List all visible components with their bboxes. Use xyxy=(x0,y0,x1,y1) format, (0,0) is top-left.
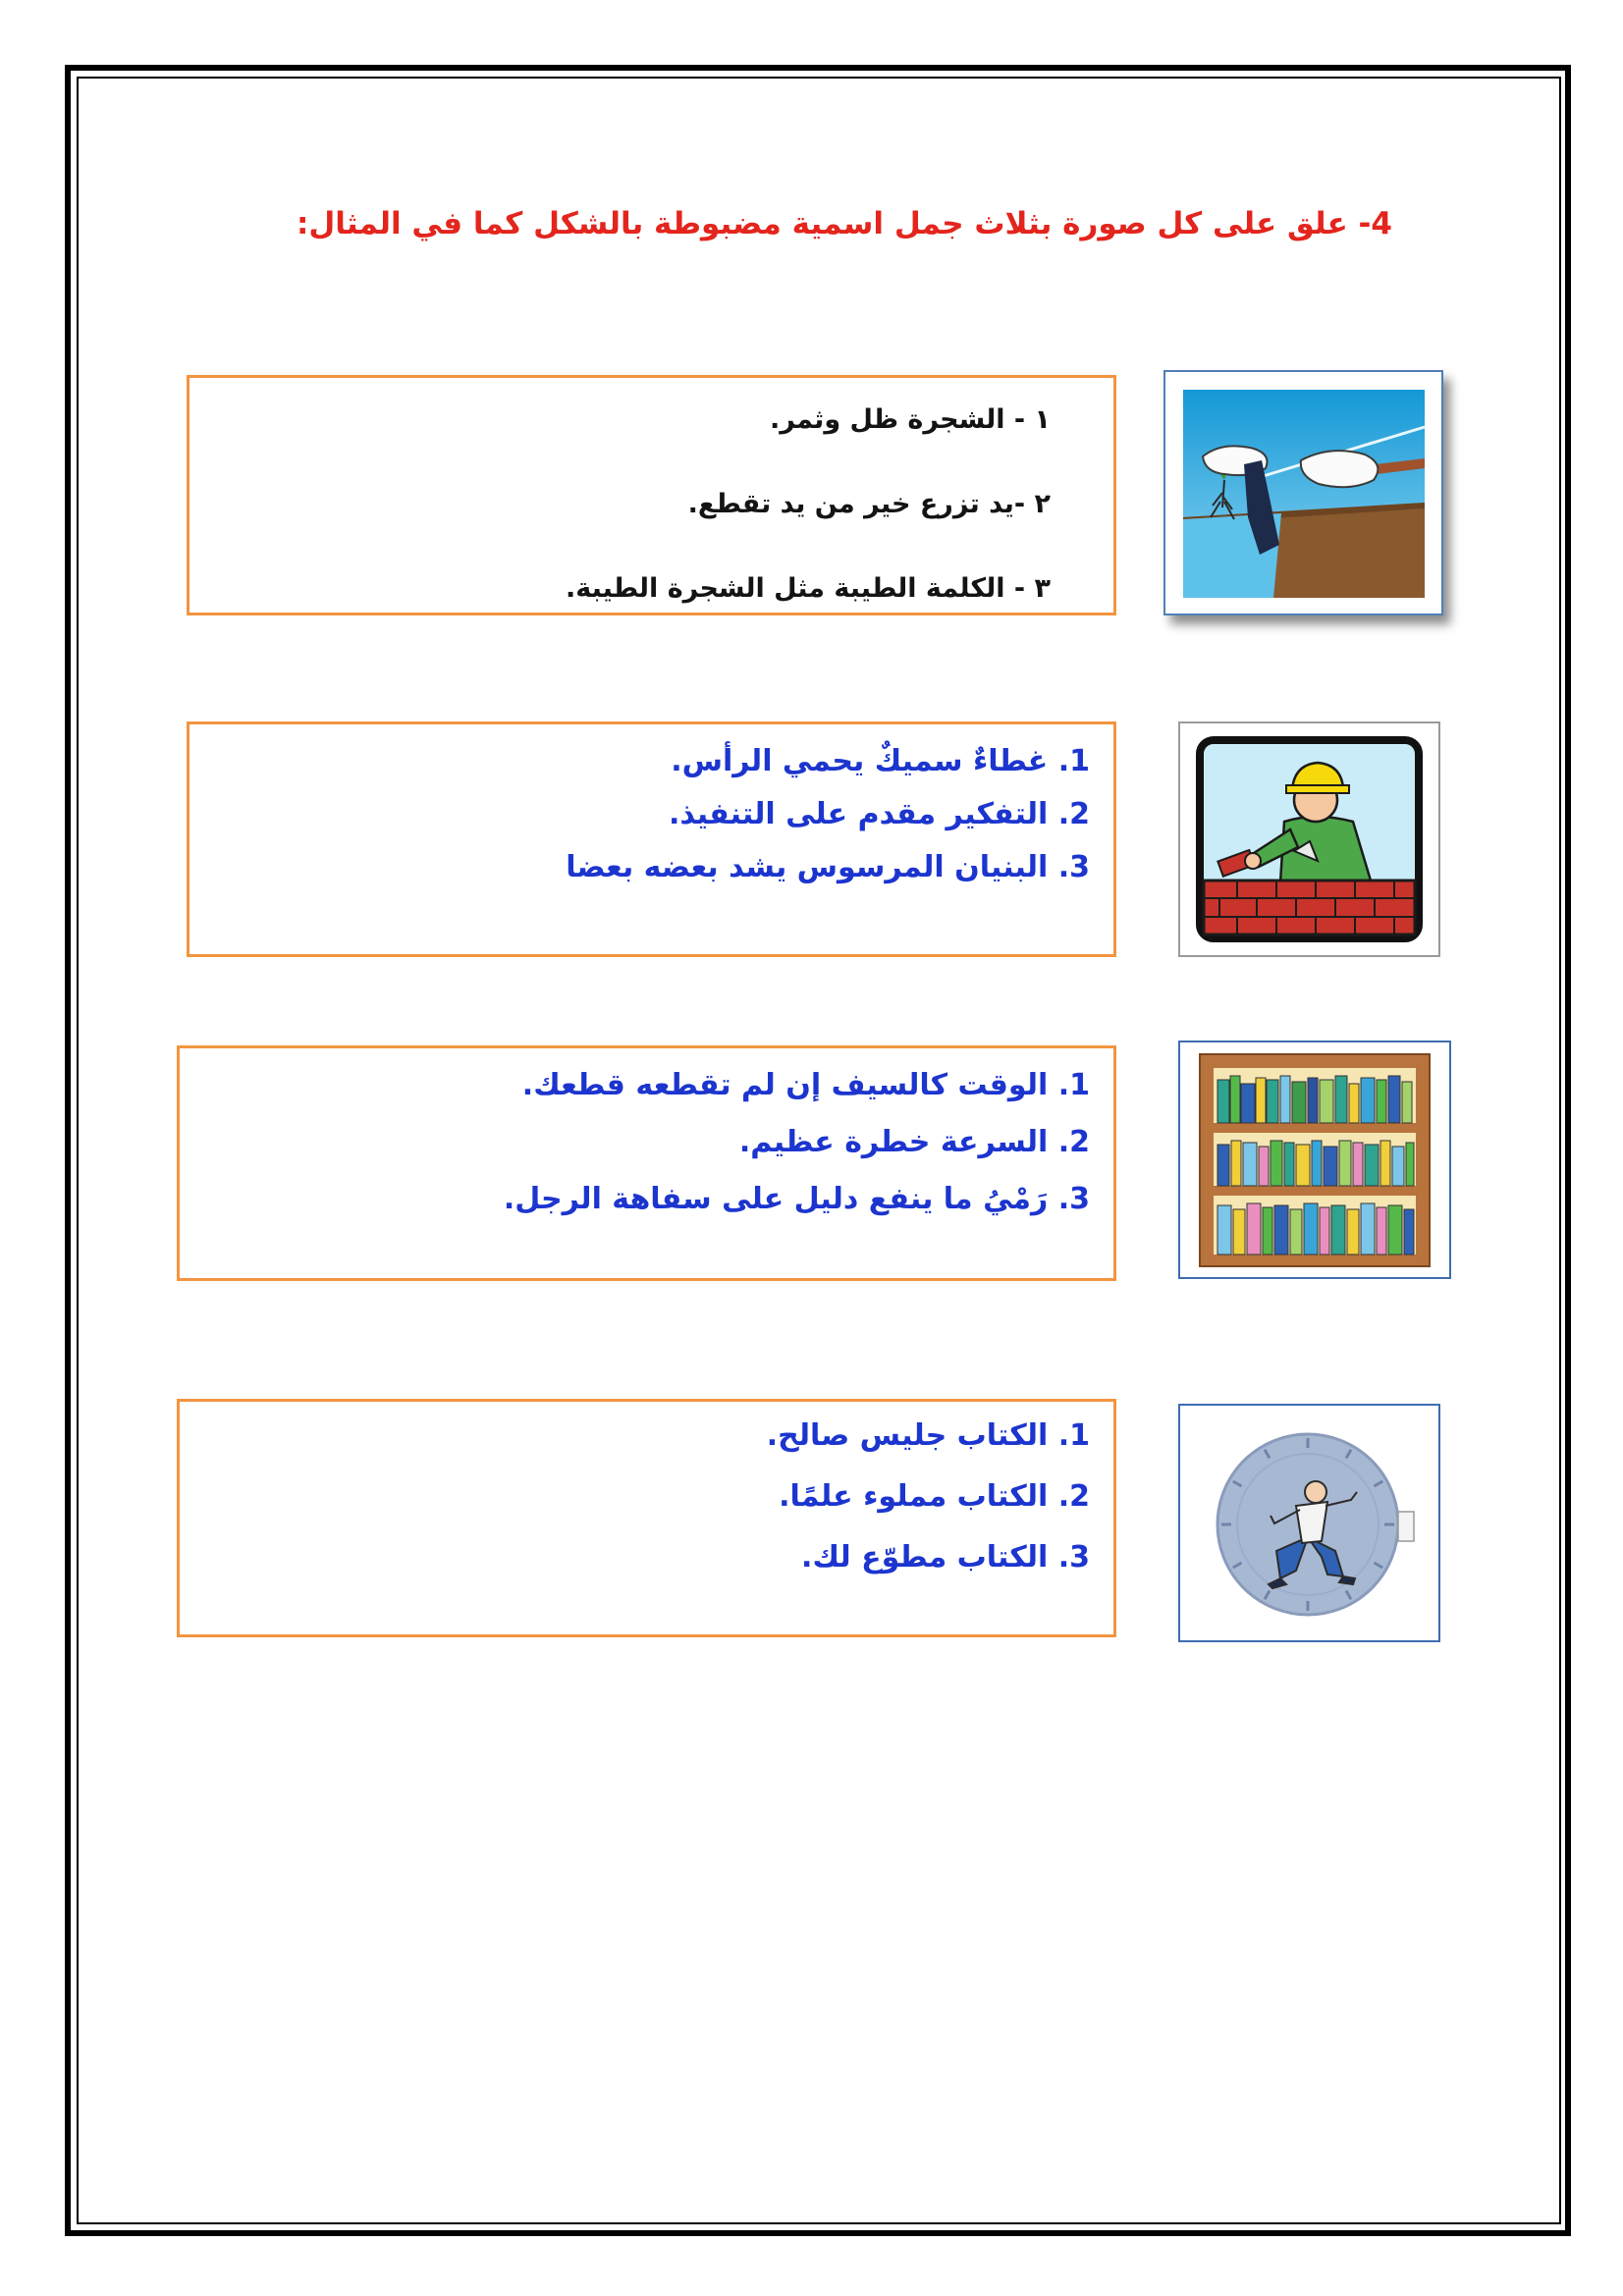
sentence-line: 2. التفكير مقدم على التنفيذ. xyxy=(669,797,1090,831)
bookshelf-image xyxy=(1178,1041,1451,1279)
running-clock-icon xyxy=(1178,1404,1440,1642)
sentence-box-1 xyxy=(187,375,1116,615)
sentence-list xyxy=(189,378,1113,631)
sentence-line: 1. الكتاب جليس صالح. xyxy=(766,1418,1090,1453)
sentence-line: 3. رَمْيُ ما ينفع دليل على سفاهة الرجل. xyxy=(503,1182,1090,1216)
running-clock-image xyxy=(1178,1404,1440,1642)
sentence-line: 1. الوقت كالسيف إن لم تقطعه قطعك. xyxy=(521,1068,1090,1102)
sentence-list xyxy=(189,724,1113,894)
construction-worker-icon xyxy=(1178,721,1440,957)
planting-tree-icon xyxy=(1163,370,1443,615)
sentence-line: ٢ -يد تزرع خير من يد تقطع. xyxy=(687,489,1051,519)
sentence-line: 3. البنيان المرسوس يشد بعضه بعضا xyxy=(566,850,1090,884)
sentence-box-2 xyxy=(187,721,1116,957)
bookshelf-icon xyxy=(1178,1041,1451,1279)
planting-tree-image xyxy=(1163,370,1443,615)
sentence-line: 3. الكتاب مطوّع لك. xyxy=(801,1540,1090,1575)
construction-worker-image xyxy=(1178,721,1440,957)
sentence-box-3 xyxy=(177,1045,1116,1281)
exercise-title: 4- علق على كل صورة بثلاث جمل اسمية مضبوطة بالشكل كما في المثال: xyxy=(296,206,1392,241)
sentence-line: 2. السرعة خطرة عظيم. xyxy=(738,1125,1090,1159)
sentence-box-4 xyxy=(177,1399,1116,1637)
sentence-list xyxy=(180,1048,1113,1228)
sentence-line: 1. غطاءٌ سميكٌ يحمي الرأس. xyxy=(671,744,1090,778)
sentence-line: ١ - الشجرة ظل وثمر. xyxy=(770,404,1051,435)
sentence-list xyxy=(180,1402,1113,1588)
sentence-line: ٣ - الكلمة الطيبة مثل الشجرة الطيبة. xyxy=(565,573,1051,604)
sentence-line: 2. الكتاب مملوء علمًا. xyxy=(779,1479,1090,1514)
